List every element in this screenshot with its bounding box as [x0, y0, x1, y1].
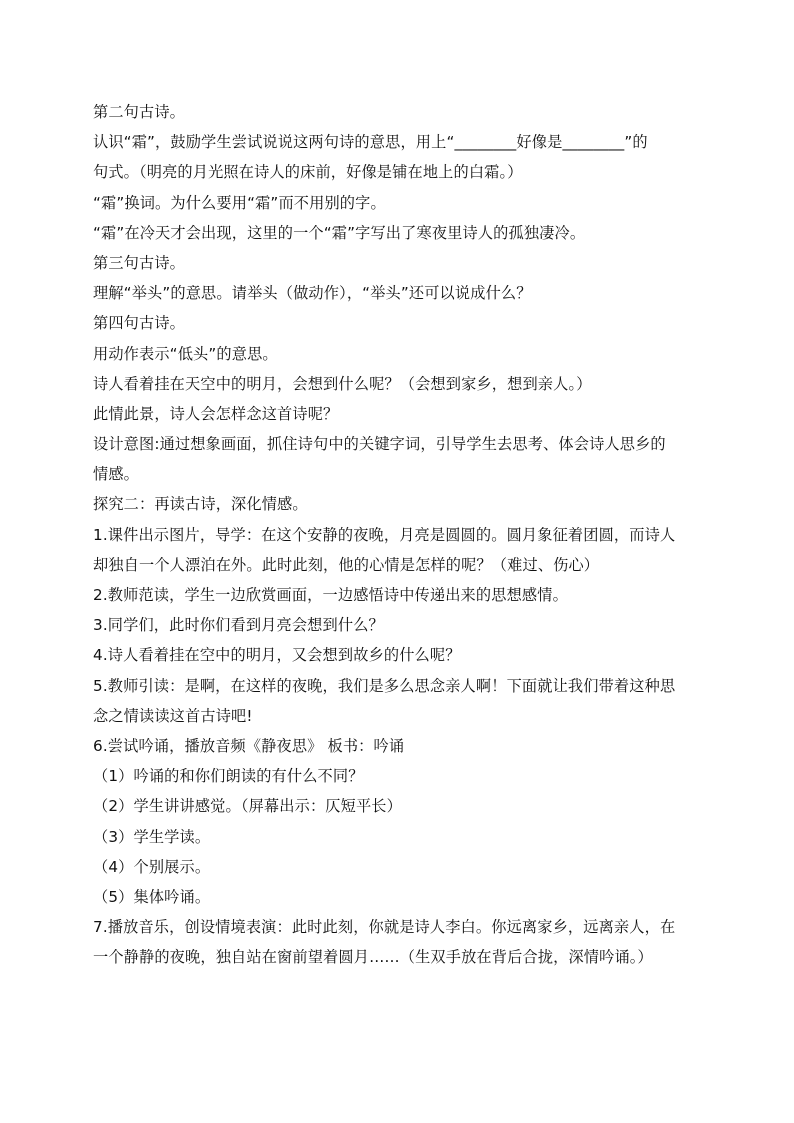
text-line-16: 却独自一个人漂泊在外。此时此刻，他的心情是怎样的呢？（难过、伤心）	[93, 555, 600, 574]
text-line-19: 4.诗人看着挂在空中的明月，又会想到故乡的什么呢？	[93, 646, 461, 665]
text-line-20: 5.教师引读：是啊，在这样的夜晚，我们是多么思念亲人啊！下面就让我们带着这种思	[93, 676, 676, 695]
text-line-10: 诗人看着挂在天空中的明月，会想到什么呢？（会想到家乡，想到亲人。）	[93, 374, 592, 393]
text-line-2: 认识“霜”，鼓励学生尝试说说这两句诗的意思，用上“________好像是________”的	[93, 133, 648, 152]
text-line-22: 6.尝试吟诵，播放音频《静夜思》 板书：吟诵	[93, 736, 405, 755]
text-line-28: 7.播放音乐，创设情境表演：此时此刻，你就是诗人李白。你远离家乡，远离亲人，在	[93, 918, 676, 937]
text-line-18: 3.同学们，此时你们看到月亮会想到什么？	[93, 616, 384, 635]
text-line-8: 第四句古诗。	[93, 314, 186, 333]
text-line-14: 探究二：再读古诗，深化情感。	[93, 495, 308, 514]
text-line-11: 此情此景，诗人会怎样念这首诗呢？	[93, 404, 339, 423]
text-line-17: 2.教师范读，学生一边欣赏画面，一边感悟诗中传递出来的思想感情。	[93, 586, 568, 604]
text-line-12: 设计意图:通过想象画面，抓住诗句中的关键字词，引导学生去思考、体会诗人思乡的	[93, 435, 666, 454]
text-line-15: 1.课件出示图片，导学：在这个安静的夜晚，月亮是圆圆的。圆月象征着团圆，而诗人	[93, 525, 676, 544]
text-line-26: （4）个别展示。	[93, 857, 211, 876]
text-line-23: （1）吟诵的和你们朗读的有什么不同？	[93, 767, 364, 786]
text-line-27: （5）集体吟诵。	[93, 887, 211, 906]
text-line-1: 第二句古诗。	[93, 103, 186, 121]
text-line-9: 用动作表示“低头”的意思。	[93, 344, 278, 363]
text-line-24: （2）学生讲讲感觉。（屏幕出示：仄短平长）	[93, 797, 402, 816]
text-line-4: “霜”换词。为什么要用“霜”而不用别的字。	[93, 193, 386, 212]
text-line-5: “霜”在冷天才会出现，这里的一个“霜”字写出了寒夜里诗人的孤独凄冷。	[93, 223, 586, 242]
text-line-13: 情感。	[93, 465, 140, 484]
document-body	[93, 97, 703, 972]
text-line-7: 理解“举头”的意思。请举头（做动作），“举头”还可以说成什么？	[93, 284, 532, 303]
text-line-29: 一个静静的夜晚，独自站在窗前望着圆月……（生双手放在背后合拢，深情吟诵。）	[93, 948, 653, 967]
text-line-21: 念之情读读这首古诗吧!	[93, 706, 253, 725]
text-line-6: 第三句古诗。	[93, 253, 186, 272]
text-line-25: （3）学生学读。	[93, 827, 211, 846]
text-line-3: 句式。（明亮的月光照在诗人的床前，好像是铺在地上的白霜。）	[93, 163, 523, 182]
